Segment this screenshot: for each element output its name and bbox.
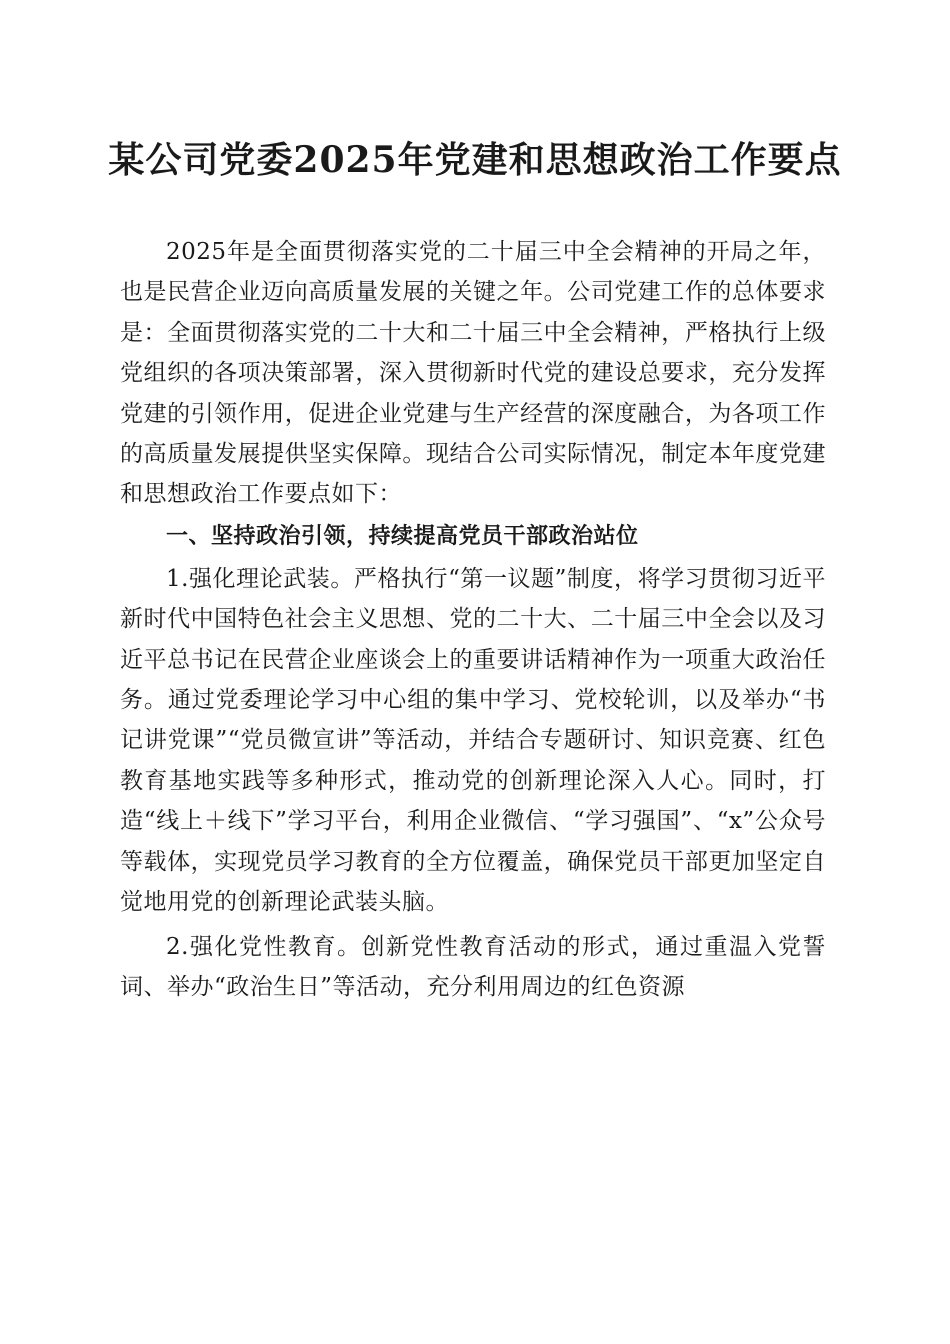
item-paragraph-2: 2.强化党性教育。创新党性教育活动的形式，通过重温入党誓词、举办“政治生日”等活动，充分利用周边的红色资源	[120, 933, 826, 1000]
item-paragraph-1: 1.强化理论武装。严格执行“第一议题”制度，将学习贯彻习近平新时代中国特色社会主义思想、党的二十大、二十届三中全会以及习近平总书记在民营企业座谈会上的重要讲话精神作为一项重大政治任务。通过党委理论学习中心组的集中学习、党校轮训，以及举办“书记讲党课”“党员微宣讲”等活动，并结合专题研讨、知识竞赛、红色教育基地实践等多种形式，推动党的创新理论深入人心。同时，打造“线上＋线下”学习平台，利用企业微信、“学习强国”、“x”公众号等载体，实现党员学习教育的全方位覆盖，确保党员干部更加坚定自觉地用党的创新理论武装头脑。	[120, 565, 826, 916]
section-heading-1: 一、坚持政治引领，持续提高党员干部政治站位	[166, 523, 639, 549]
document-title: 某公司党委2025年党建和思想政治工作要点	[108, 139, 842, 181]
intro-paragraph: 2025年是全面贯彻落实党的二十届三中全会精神的开局之年，也是民营企业迈向高质量发展的关键之年。公司党建工作的总体要求是：全面贯彻落实党的二十大和二十届三中全会精神，严格执行上级党组织的各项决策部署，深入贯彻新时代党的建设总要求，充分发挥党建的引领作用，促进企业党建与生产经营的深度融合，为各项工作的高质量发展提供坚实保障。现结合公司实际情况，制定本年度党建和思想政治工作要点如下：	[120, 239, 826, 508]
document-body	[120, 232, 826, 1007]
